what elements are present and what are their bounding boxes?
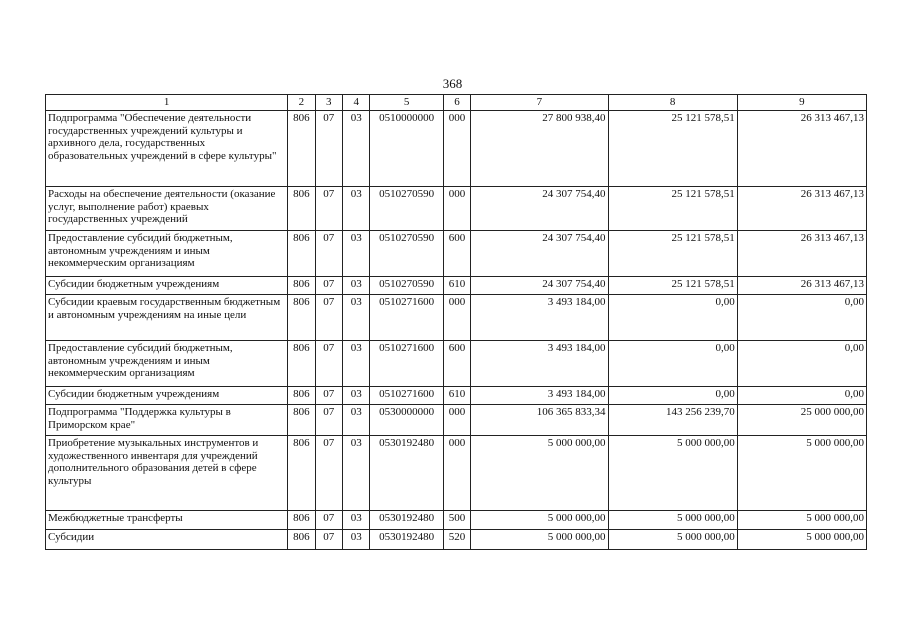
amount-col-9: 26 313 467,13 bbox=[737, 231, 866, 277]
amount-col-8: 143 256 239,70 bbox=[608, 405, 737, 436]
column-header-2: 2 bbox=[288, 95, 315, 111]
code-gr: 806 bbox=[288, 341, 315, 387]
code-expense-type: 500 bbox=[443, 511, 470, 530]
table-row bbox=[46, 277, 867, 295]
code-expense-type: 000 bbox=[443, 436, 470, 511]
code-target: 0530192480 bbox=[370, 530, 443, 550]
code-section: 07 bbox=[315, 405, 342, 436]
code-expense-type: 000 bbox=[443, 187, 470, 231]
code-target: 0530192480 bbox=[370, 511, 443, 530]
code-subsection: 03 bbox=[343, 511, 370, 530]
amount-col-9: 26 313 467,13 bbox=[737, 111, 866, 187]
row-name: Приобретение музыкальных инструментов и художественного инвентаря для учреждений дополнительного образования детей в сфере культуры bbox=[46, 436, 288, 511]
amount-col-9: 0,00 bbox=[737, 341, 866, 387]
row-name: Субсидии bbox=[46, 530, 288, 550]
code-expense-type: 610 bbox=[443, 277, 470, 295]
amount-col-7: 106 365 833,34 bbox=[471, 405, 608, 436]
budget-table bbox=[45, 94, 867, 550]
code-section: 07 bbox=[315, 511, 342, 530]
code-subsection: 03 bbox=[343, 231, 370, 277]
code-gr: 806 bbox=[288, 231, 315, 277]
code-gr: 806 bbox=[288, 530, 315, 550]
table-row bbox=[46, 341, 867, 387]
row-name: Субсидии бюджетным учреждениям bbox=[46, 277, 288, 295]
code-gr: 806 bbox=[288, 387, 315, 405]
column-header-4: 4 bbox=[343, 95, 370, 111]
amount-col-8: 5 000 000,00 bbox=[608, 436, 737, 511]
amount-col-9: 5 000 000,00 bbox=[737, 436, 866, 511]
table-row bbox=[46, 436, 867, 511]
amount-col-8: 0,00 bbox=[608, 387, 737, 405]
code-expense-type: 600 bbox=[443, 231, 470, 277]
code-section: 07 bbox=[315, 295, 342, 341]
amount-col-7: 24 307 754,40 bbox=[471, 277, 608, 295]
code-expense-type: 520 bbox=[443, 530, 470, 550]
table-row bbox=[46, 530, 867, 550]
amount-col-8: 25 121 578,51 bbox=[608, 187, 737, 231]
code-gr: 806 bbox=[288, 111, 315, 187]
row-name: Предоставление субсидий бюджетным, автономным учреждениям и иным некоммерческим организациям bbox=[46, 341, 288, 387]
code-section: 07 bbox=[315, 387, 342, 405]
page-number: 368 bbox=[442, 76, 463, 91]
code-section: 07 bbox=[315, 436, 342, 511]
code-target: 0510271600 bbox=[370, 295, 443, 341]
code-section: 07 bbox=[315, 111, 342, 187]
amount-col-7: 5 000 000,00 bbox=[471, 530, 608, 550]
code-section: 07 bbox=[315, 187, 342, 231]
code-target: 0510270590 bbox=[370, 187, 443, 231]
code-expense-type: 610 bbox=[443, 387, 470, 405]
code-subsection: 03 bbox=[343, 530, 370, 550]
code-expense-type: 000 bbox=[443, 405, 470, 436]
code-target: 0510000000 bbox=[370, 111, 443, 187]
code-expense-type: 600 bbox=[443, 341, 470, 387]
amount-col-7: 3 493 184,00 bbox=[471, 387, 608, 405]
amount-col-7: 24 307 754,40 bbox=[471, 187, 608, 231]
code-expense-type: 000 bbox=[443, 111, 470, 187]
table-row bbox=[46, 387, 867, 405]
code-gr: 806 bbox=[288, 187, 315, 231]
amount-col-9: 0,00 bbox=[737, 387, 866, 405]
row-name: Межбюджетные трансферты bbox=[46, 511, 288, 530]
column-header-5: 5 bbox=[370, 95, 443, 111]
amount-col-9: 25 000 000,00 bbox=[737, 405, 866, 436]
table-row bbox=[46, 231, 867, 277]
table-row bbox=[46, 187, 867, 231]
amount-col-8: 0,00 bbox=[608, 341, 737, 387]
table-row bbox=[46, 511, 867, 530]
amount-col-7: 3 493 184,00 bbox=[471, 295, 608, 341]
code-gr: 806 bbox=[288, 436, 315, 511]
code-section: 07 bbox=[315, 231, 342, 277]
header-row bbox=[46, 95, 867, 111]
code-subsection: 03 bbox=[343, 187, 370, 231]
amount-col-9: 5 000 000,00 bbox=[737, 530, 866, 550]
code-subsection: 03 bbox=[343, 387, 370, 405]
column-header-1: 1 bbox=[46, 95, 288, 111]
code-subsection: 03 bbox=[343, 436, 370, 511]
column-header-6: 6 bbox=[443, 95, 470, 111]
row-name: Субсидии бюджетным учреждениям bbox=[46, 387, 288, 405]
column-header-8: 8 bbox=[608, 95, 737, 111]
amount-col-9: 26 313 467,13 bbox=[737, 277, 866, 295]
code-subsection: 03 bbox=[343, 341, 370, 387]
row-name: Предоставление субсидий бюджетным, автономным учреждениям и иным некоммерческим организациям bbox=[46, 231, 288, 277]
code-subsection: 03 bbox=[343, 295, 370, 341]
code-target: 0510271600 bbox=[370, 387, 443, 405]
row-name: Расходы на обеспечение деятельности (оказание услуг, выполнение работ) краевых государственных учреждений bbox=[46, 187, 288, 231]
table-row bbox=[46, 405, 867, 436]
code-gr: 806 bbox=[288, 295, 315, 341]
row-name: Подпрограмма "Поддержка культуры в Приморском крае" bbox=[46, 405, 288, 436]
amount-col-7: 27 800 938,40 bbox=[471, 111, 608, 187]
code-expense-type: 000 bbox=[443, 295, 470, 341]
amount-col-8: 0,00 bbox=[608, 295, 737, 341]
code-section: 07 bbox=[315, 341, 342, 387]
code-target: 0510270590 bbox=[370, 231, 443, 277]
row-name: Субсидии краевым государственным бюджетным и автономным учреждениям на иные цели bbox=[46, 295, 288, 341]
amount-col-8: 25 121 578,51 bbox=[608, 231, 737, 277]
code-section: 07 bbox=[315, 530, 342, 550]
code-subsection: 03 bbox=[343, 405, 370, 436]
code-gr: 806 bbox=[288, 405, 315, 436]
amount-col-8: 25 121 578,51 bbox=[608, 277, 737, 295]
column-header-3: 3 bbox=[315, 95, 342, 111]
amount-col-8: 5 000 000,00 bbox=[608, 530, 737, 550]
table-row bbox=[46, 295, 867, 341]
amount-col-7: 24 307 754,40 bbox=[471, 231, 608, 277]
column-header-9: 9 bbox=[737, 95, 866, 111]
code-subsection: 03 bbox=[343, 277, 370, 295]
amount-col-9: 0,00 bbox=[737, 295, 866, 341]
row-name: Подпрограмма "Обеспечение деятельности государственных учреждений культуры и архивного дела, государственных образовательных учреждений в сфере культуры" bbox=[46, 111, 288, 187]
amount-col-9: 5 000 000,00 bbox=[737, 511, 866, 530]
code-target: 0510271600 bbox=[370, 341, 443, 387]
amount-col-8: 5 000 000,00 bbox=[608, 511, 737, 530]
code-target: 0530192480 bbox=[370, 436, 443, 511]
code-subsection: 03 bbox=[343, 111, 370, 187]
code-gr: 806 bbox=[288, 277, 315, 295]
code-target: 0510270590 bbox=[370, 277, 443, 295]
amount-col-7: 5 000 000,00 bbox=[471, 436, 608, 511]
code-target: 0530000000 bbox=[370, 405, 443, 436]
amount-col-9: 26 313 467,13 bbox=[737, 187, 866, 231]
column-header-7: 7 bbox=[471, 95, 608, 111]
table-row bbox=[46, 111, 867, 187]
code-gr: 806 bbox=[288, 511, 315, 530]
amount-col-7: 3 493 184,00 bbox=[471, 341, 608, 387]
amount-col-8: 25 121 578,51 bbox=[608, 111, 737, 187]
amount-col-7: 5 000 000,00 bbox=[471, 511, 608, 530]
code-section: 07 bbox=[315, 277, 342, 295]
